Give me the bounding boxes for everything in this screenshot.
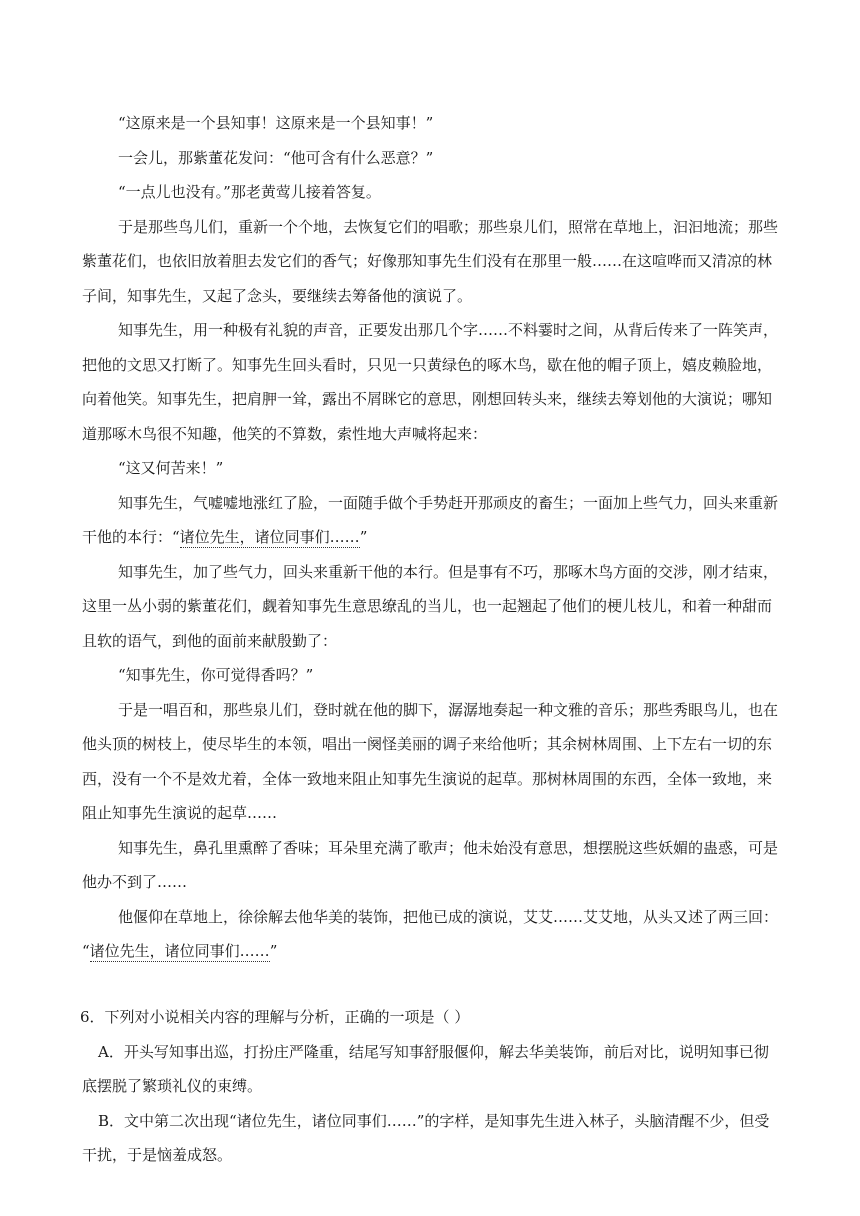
passage-line bbox=[82, 934, 782, 969]
passage-line: “知事先生，你可觉得香吗？” bbox=[118, 666, 314, 684]
passage-line: 知事先生，用一种极有礼貌的声音，正要发出那几个字……不料霎时之间，从背后传来了一阵笑声， bbox=[118, 321, 779, 339]
emphasized-quote: 诸位先生，诸位同事们…… bbox=[179, 528, 360, 546]
passage-line: 知事先生，加了些气力，回头来重新干他的本行。但是事有不巧，那啄木鸟方面的交涉，刚才结束， bbox=[118, 562, 779, 581]
passage-line: 知事先生，鼻孔里熏醉了香味；耳朵里充满了歌声；他未始没有意思，想摆脱这些妖媚的蛊惑，可是 bbox=[118, 838, 779, 857]
passage-line: 紫董花们，也依旧放着胆去发它们的香气；好像那知事先生们没有在那里一般……在这喧哗而又清凉的林 bbox=[82, 252, 773, 270]
option-a[interactable]: A．开头写知事出巡，打扮庄严隆重，结尾写知事舒服偃仰，解去华美装饰，前后对比，说明知事已彻 bbox=[98, 1042, 769, 1061]
passage-line: “这又何苦来！” bbox=[118, 459, 224, 477]
passage-line: 道那啄木鸟很不知趣，他笑的不算数，索性地大声喊将起来： bbox=[82, 424, 488, 443]
passage-line: 这里一丛小弱的紫董花们，觑着知事先生意思缭乱的当儿，也一起翘起了他们的梗儿枝儿，和着一种甜而 bbox=[82, 597, 773, 615]
question-block bbox=[80, 1000, 780, 1173]
passage-line: “一点儿也没有。”那老黄莺儿接着答复。 bbox=[118, 183, 381, 201]
passage-line: 他办不到了…… bbox=[82, 873, 188, 891]
passage-line: 且软的语气，到他的面前来献殷勤了： bbox=[82, 631, 338, 650]
passage-line: 子间，知事先生，又起了念头，要继续去筹备他的演说了。 bbox=[82, 286, 473, 305]
line-text: ” bbox=[359, 528, 368, 546]
option-b-continued: 干扰，于是恼羞成怒。 bbox=[82, 1146, 233, 1164]
question-stem: 6．下列对小说相关内容的理解与分析，正确的一项是（ ） bbox=[80, 1008, 470, 1026]
option-b[interactable]: B．文中第二次出现“诸位先生，诸位同事们……”的字样，是知事先生进入林子，头脑清醒不少，但受 bbox=[98, 1111, 770, 1130]
option-a-continued: 底摆脱了繁琐礼仪的束缚。 bbox=[82, 1077, 263, 1095]
emphasized-quote: 诸位先生，诸位同事们…… bbox=[89, 942, 270, 960]
passage-line: 把他的文思又打断了。知事先生回头看时，只见一只黄绿色的啄木鸟，歇在他的帽子顶上，嬉皮赖脸地， bbox=[82, 355, 773, 374]
passage-line: 阻止知事先生演说的起草…… bbox=[82, 804, 278, 822]
passage-line: 他偃仰在草地上，徐徐解去他华美的装饰，把他已成的演说，艾艾……艾艾地，从头又述了两三回： bbox=[118, 907, 779, 926]
passage-line: 西，没有一个不是效尤着，全体一致地来阻止知事先生演说的起草。那树林周围的东西，全体一致地，来 bbox=[82, 769, 773, 788]
line-text: 干他的本行：“ bbox=[82, 528, 180, 546]
passage-line: 于是那些鸟儿们，重新一个个地，去恢复它们的唱歌；那些泉儿们，照常在草地上，汩汩地流；那些 bbox=[118, 217, 779, 236]
passage-line: 知事先生，气嘘嘘地涨红了脸，一面随手做个手势赶开那顽皮的畜生；一面加上些气力，回头来重新 bbox=[118, 493, 779, 512]
passage-line bbox=[82, 520, 782, 555]
passage-content bbox=[82, 106, 782, 969]
passage-line: 一会儿，那紫董花发问：“他可含有什么恶意？” bbox=[118, 148, 434, 167]
line-text: “ bbox=[82, 942, 90, 960]
line-text: ” bbox=[269, 942, 278, 960]
passage-line: 向着他笑。知事先生，把肩胛一耸，露出不屑眯它的意思，刚想回转头来，继续去筹划他的大演说；哪知 bbox=[82, 390, 773, 408]
passage-line: “这原来是一个县知事！这原来是一个县知事！” bbox=[118, 114, 434, 132]
passage-line: 于是一唱百和，那些泉儿们，登时就在他的脚下，潺潺地奏起一种文雅的音乐；那些秀眼鸟儿，也在 bbox=[118, 700, 779, 719]
passage-line: 他头顶的树枝上，使尽毕生的本领，唱出一阕怪美丽的调子来给他听；其余树林周围、上下左右一切的东 bbox=[82, 735, 773, 753]
